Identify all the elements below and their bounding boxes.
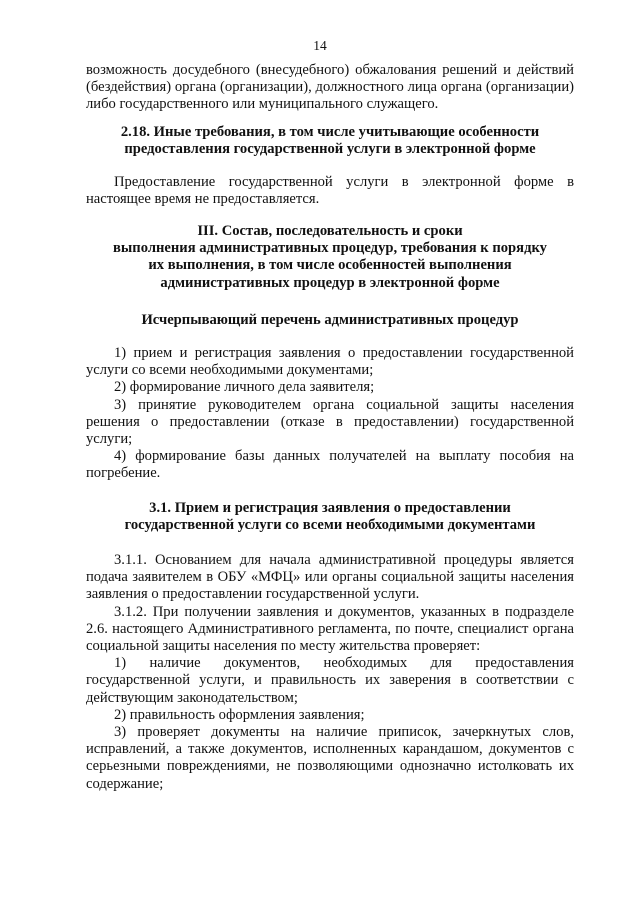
heading-line: предоставления государственной услуги в электронной форме [124,141,536,158]
section-2-18-paragraph: Предоставление государственной услуги в электронной форме в настоящее время не предоставляется. [86,174,574,208]
subheading-line: Исчерпывающий перечень административных процедур [141,312,519,328]
heading-line: 3.1. Прием и регистрация заявления о предоставлении [149,500,511,516]
heading-line: их выполнения, в том числе особенностей выполнения [148,257,512,274]
list-item: 1) прием и регистрация заявления о предоставлении государственной услуги со всеми необходимыми документами; [86,345,574,379]
list-item: 4) формирование базы данных получателей на выплату пособия на погребение. [86,448,574,482]
section-3-1-paragraph: 3.1.1. Основанием для начала административной процедуры является подача заявителем в ОБУ «МФЦ» или органы социальной защиты населения заявления о предоставлении государственной услуги. [86,552,574,603]
section-3-1-body [86,552,574,793]
section-2-18-body [86,174,574,208]
heading-line: III. Состав, последовательность и сроки [197,223,463,239]
section-3-1-paragraph: 1) наличие документов, необходимых для предоставления государственной услуги, и правильность их заверения в соответствии с действующим законодательством; [86,655,574,706]
heading-line: выполнения административных процедур, требования к порядку [113,240,547,257]
intro-block [86,62,574,114]
intro-paragraph: возможность досудебного (внесудебного) обжалования решений и действий (бездействия) органа (организации), должностного лица органа (организации) либо государственного или муниципального служащего. [86,62,574,113]
section-3-1-paragraph: 2) правильность оформления заявления; [114,706,365,723]
list-item: 3) принятие руководителем органа социальной защиты населения решения о предоставлении (отказе в предоставлении) государственной услуги; [86,396,574,448]
heading-line: государственной услуги со всеми необходимыми документами [124,517,536,534]
page-number: 14 [313,38,327,53]
section-III-heading [86,223,574,292]
procedures-list [86,345,574,483]
heading-line: административных процедур в электронной форме [160,274,500,291]
section-3-1-heading [86,500,574,534]
procedures-list-heading [86,312,574,329]
section-2-18-heading [86,124,574,158]
list-item: 2) формирование личного дела заявителя; [114,379,375,396]
section-3-1-paragraph: 3) проверяет документы на наличие приписок, зачеркнутых слов, исправлений, а также документов, исполненных карандашом, документов с серьезными повреждениями, не позволяющими однозначно истолковать их содержание; [86,724,574,792]
heading-line: 2.18. Иные требования, в том числе учитывающие особенности [120,124,540,140]
section-3-1-paragraph: 3.1.2. При получении заявления и документов, указанных в подразделе 2.6. настоящего Административного регламента, по почте, специалист органа социальной защиты населения по месту жительства проверяет: [86,603,574,655]
